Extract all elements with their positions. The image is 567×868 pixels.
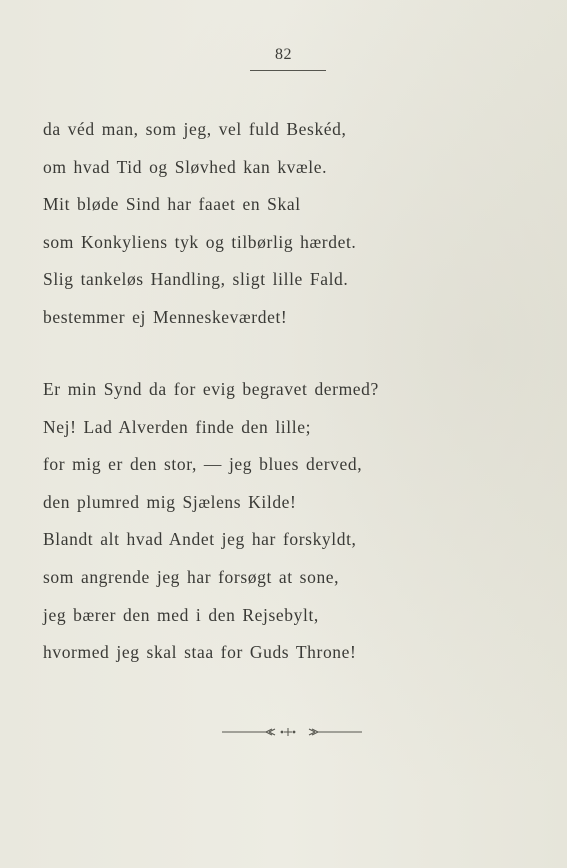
poem-line: om hvad Tid og Sløvhed kan kvæle. [43,156,328,177]
poem-line: da véd man, som jeg, vel fuld Beskéd, [43,119,347,139]
poem-line: Slig tankeløs Handling, sligt lille Fald. [43,269,349,290]
poem-line: jeg bærer den med i den Rejsebylt, [43,604,319,625]
poem-line: for mig er den stor, — jeg blues derved, [43,454,363,475]
poem-line: Mit bløde Sind har faaet en Skal [43,194,301,215]
poem-stanza-1 [43,111,356,337]
poem-line: den plumred mig Sjælens Kilde! [43,491,297,512]
poem-line: Blandt alt hvad Andet jeg har forskyldt, [43,529,357,550]
poem-line: som Konkyliens tyk og tilbørlig hærdet. [43,231,357,252]
tailpiece-ornament-icon [222,726,362,738]
poem-line: bestemmer ej Menneskeværdet! [43,306,288,327]
poem-stanza-2 [43,371,379,672]
page-number: 82 [275,46,292,63]
poem-line: hvormed jeg skal staa for Guds Throne! [43,642,357,663]
poem-line: Nej! Lad Alverden finde den lille; [43,416,312,437]
header-rule [250,70,326,71]
poem-line: som angrende jeg har forsøgt at sone, [43,566,340,587]
poem-line: Er min Synd da for evig begravet dermed? [43,379,379,399]
